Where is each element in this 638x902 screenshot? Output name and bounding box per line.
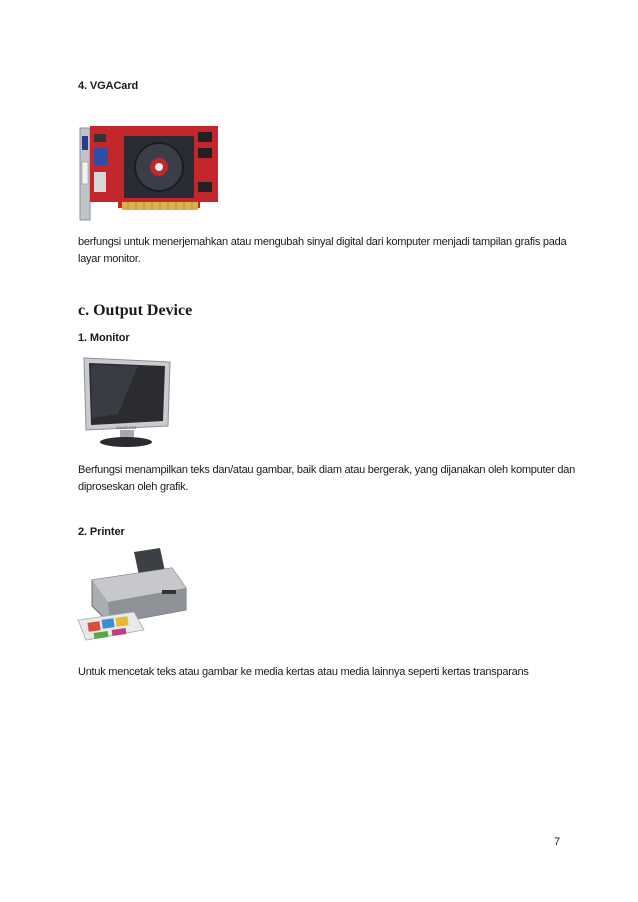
monitor-heading: 1. Monitor [78,332,130,344]
printer-image [74,546,190,642]
vga-description: berfungsi untuk menerjemahkan atau mengubah sinyal digital dari komputer menjadi tampilan grafis pada layar monitor. [78,236,567,265]
printer-heading: 2. Printer [78,526,125,538]
monitor-description: Berfungsi menampilkan teks dan/atau gambar, baik diam atau bergerak, yang dijanakan oleh komputer dan diproseskan oleh grafik. [78,464,575,493]
vga-card-image [78,122,220,222]
page-number: 7 [554,836,561,848]
monitor-brand: SAMSUNG [115,425,137,430]
monitor-image [78,354,174,450]
output-device-title: c. Output Device [78,302,193,319]
printer-description: Untuk mencetak teks atau gambar ke media kertas atau media lainnya seperti kertas transparans [78,666,529,678]
vga-heading: 4. VGACard [78,80,139,92]
